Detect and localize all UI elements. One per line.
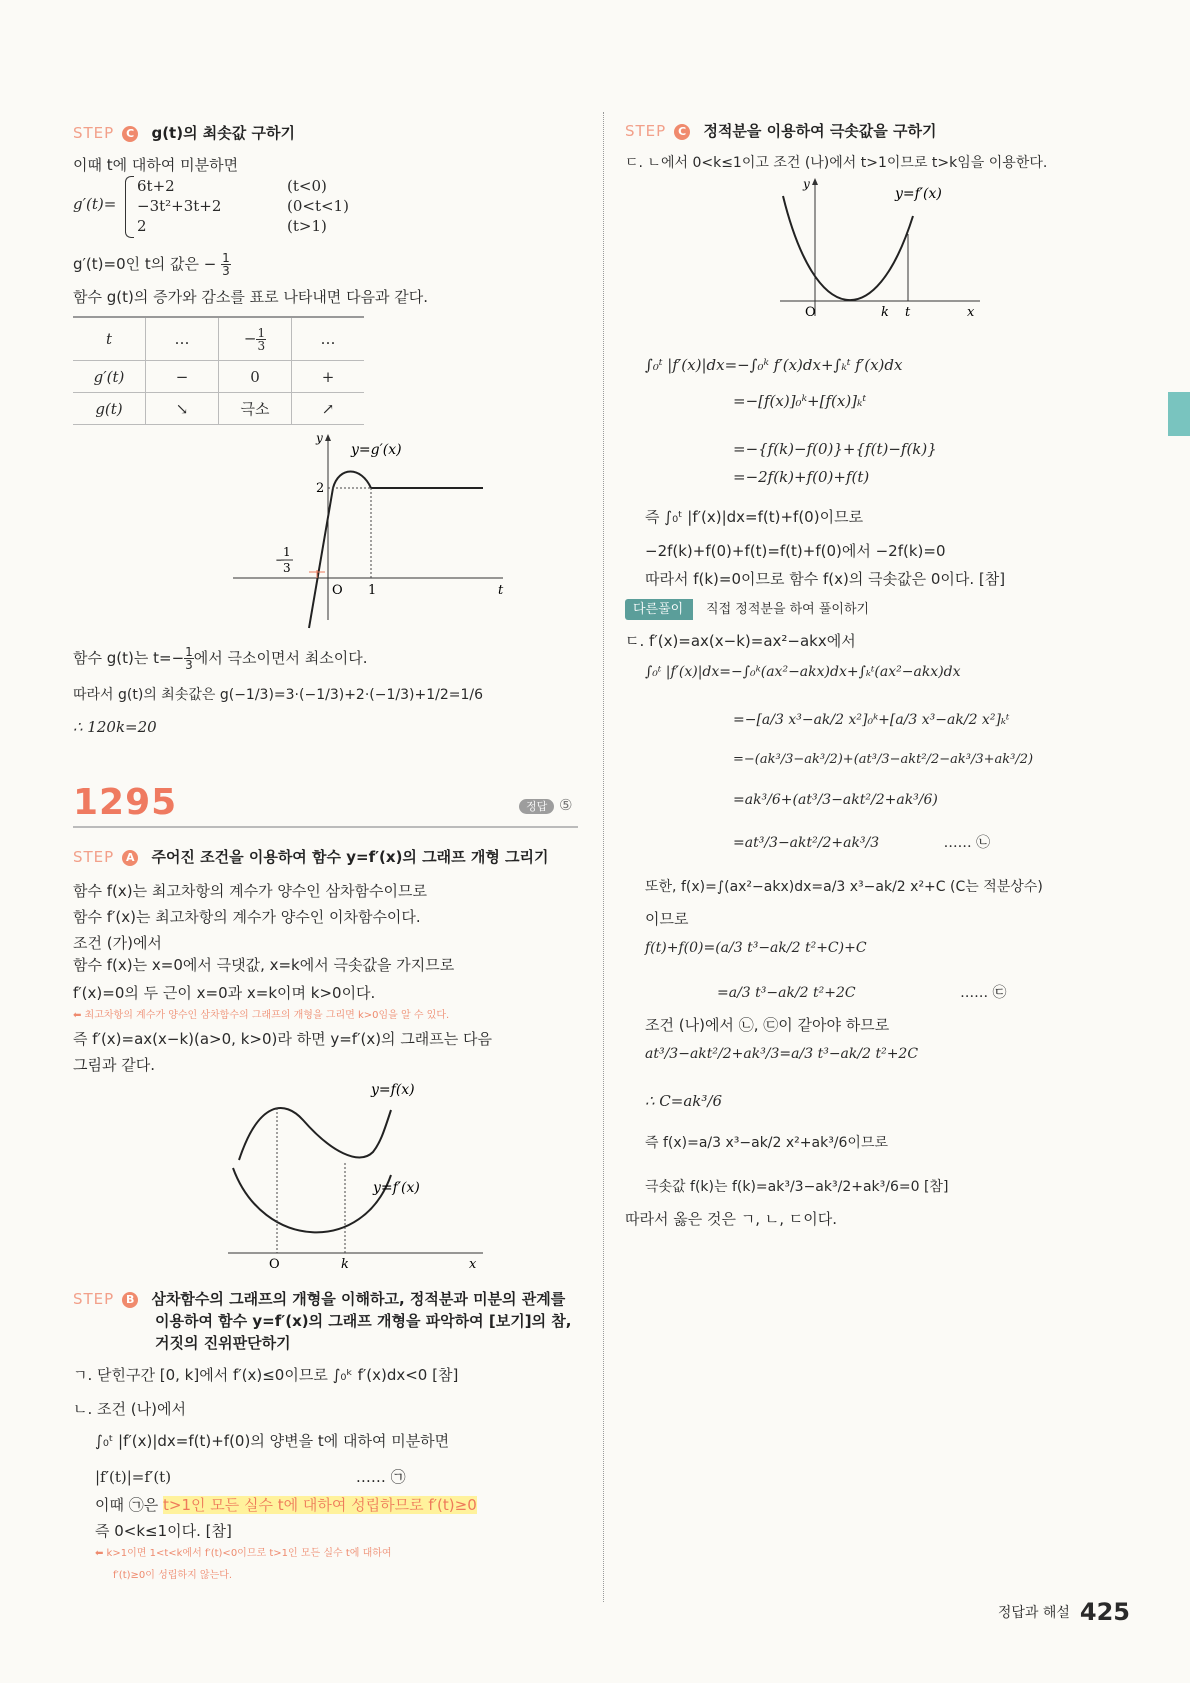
y-label: y	[316, 432, 323, 445]
text-line: 따라서 f(k)=0이므로 함수 f(x)의 극솟값은 0이다. [참]	[645, 570, 1006, 588]
fprime-label: y=f′(x)	[373, 1180, 420, 1196]
step-title: 거짓의 진위판단하기	[155, 1334, 291, 1352]
equation: =at³/3−akt²/2+ak³/3	[733, 835, 880, 851]
equation-line: ∴ C=ak³/6	[645, 1092, 722, 1110]
text-line: 함수 f(x)는 최고차항의 계수가 양수인 삼차함수이므로	[73, 882, 427, 900]
table-cell: t	[73, 317, 146, 361]
equation-line: =−{f(k)−f(0)}+{f(t)−f(k)}	[733, 440, 937, 458]
case-cond: (t<0)	[287, 177, 327, 195]
text-line: −2f(k)+f(0)+f(t)=f(t)+f(0)에서 −2f(k)=0	[645, 542, 946, 560]
text-line: 함수 f′(x)는 최고차항의 계수가 양수인 이차함수이다.	[73, 908, 421, 926]
text-line: ㄴ. 조건 (나)에서	[73, 1400, 186, 1418]
f-label: y=f(x)	[371, 1082, 415, 1098]
origin-label: O	[269, 1257, 280, 1270]
text-line	[95, 1466, 406, 1487]
footer-label: 정답과 해설	[997, 1605, 1070, 1621]
text-line: 극솟값 f(k)는 f(k)=ak³/3−ak³/2+ak³/6=0 [참]	[645, 1179, 949, 1195]
side-tab	[1168, 392, 1190, 436]
origin-label: O	[805, 305, 816, 320]
problem-number: 1295	[73, 782, 178, 823]
text-line: 조건 (가)에서	[73, 934, 162, 952]
fprime-graph-right	[775, 176, 985, 326]
x-value-1: 1	[368, 583, 377, 598]
text-line: ∫₀ᵗ |f′(x)|dx=f(t)+f(0)의 양변을 t에 대하여 미분하면	[95, 1432, 450, 1450]
equation: |f′(t)|=f′(t)	[95, 1468, 172, 1486]
equation-line: =−[a/3 x³−ak/2 x²]₀ᵏ+[a/3 x³−ak/2 x²]ₖᵗ	[733, 712, 1010, 728]
equation-line: =−2f(k)+f(0)+f(t)	[733, 468, 870, 486]
equation-mark: …… ㉠	[355, 1468, 406, 1486]
page-number: 425	[1079, 1598, 1130, 1626]
page-footer	[998, 1598, 1130, 1626]
table-cell: 극소	[219, 393, 292, 425]
column-divider	[603, 112, 604, 1602]
step-letter-badge: A	[122, 850, 138, 866]
neg-numerator: 1	[283, 545, 291, 559]
k-label: k	[341, 1257, 349, 1270]
highlight-span: t>1인 모든 실수 t에 대하여 성립하므로 f′(t)≥0	[163, 1496, 477, 1514]
sign-table-wrap	[73, 316, 364, 425]
equation-line: =−(ak³/3−ak³/2)+(at³/3−akt²/2−ak³/3+ak³/2)	[733, 752, 1034, 767]
x-label: x	[469, 1257, 477, 1270]
alt-title: 직접 정적분을 하여 풀이하기	[706, 602, 870, 617]
zero-line	[73, 252, 231, 277]
alt-solution-heading	[625, 598, 869, 617]
table-cell: g(t)	[73, 393, 146, 425]
table-cell: +	[292, 361, 365, 393]
f-curve	[239, 1108, 391, 1160]
y-value-2: 2	[316, 481, 325, 496]
step-c-heading	[625, 120, 936, 141]
text-line: ㄷ. ㄴ에서 0<k≤1이고 조건 (나)에서 t>1이므로 t>k임을 이용한다.	[625, 155, 1048, 171]
f-and-fprime-graph	[223, 1080, 493, 1270]
case-expr: 6t+2	[137, 177, 175, 195]
text-line: ㄱ. 닫힌구간 [0, k]에서 f′(x)≤0이므로 ∫₀ᵏ f′(x)dx<0 [참]	[73, 1366, 459, 1384]
step-title: 정적분을 이용하여 극솟값을 구하기	[703, 122, 937, 140]
text-line: 즉 f(x)=a/3 x³−ak/2 x²+ak³/6이므로	[645, 1135, 889, 1151]
equation-line: =ak³/6+(at³/3−akt²/2+ak³/6)	[733, 792, 938, 808]
table-cell: ↘	[146, 393, 219, 425]
min-text: 에서 극소이면서 최소이다.	[193, 649, 368, 667]
problem-rule	[73, 826, 578, 828]
text-line: 즉 f′(x)=ax(x−k)(a>0, k>0)라 하면 y=f′(x)의 그래프는 다음	[73, 1030, 493, 1048]
zero-text: g′(t)=0인 t의 값은 −	[73, 255, 217, 273]
text-line: 이므로	[645, 910, 689, 928]
denominator: 3	[222, 264, 230, 278]
text-line: ㄷ. f′(x)=ax(x−k)=ax²−akx에서	[625, 632, 856, 650]
origin-label: O	[332, 583, 343, 598]
step-letter-badge: B	[122, 1292, 138, 1308]
equation-line: at³/3−akt²/2+ak³/3=a/3 t³−ak/2 t²+2C	[645, 1046, 919, 1062]
step-tag: STEP	[73, 124, 115, 142]
y-label: y	[803, 177, 810, 191]
table-cell: g′(t)	[73, 361, 146, 393]
case-expr: −3t²+3t+2	[137, 197, 222, 215]
step-tag: STEP	[625, 122, 667, 140]
min-statement	[73, 646, 367, 671]
step-title: 주어진 조건을 이용하여 함수 y=f′(x)의 그래프 개형 그리기	[151, 848, 549, 866]
neg-denominator: 3	[283, 561, 291, 575]
equation-line: f(t)+f(0)=(a/3 t³−ak/2 t²+C)+C	[645, 940, 867, 956]
side-note: ⬅ k>1이면 1<t<k에서 f′(t)<0이므로 t>1인 모든 실수 t에 대하여	[95, 1548, 392, 1559]
case-cond: (0<t<1)	[287, 197, 349, 215]
case-cond: (t>1)	[287, 217, 327, 235]
step-letter-badge: C	[674, 124, 690, 140]
text-span: 이때 ㉠은	[95, 1496, 164, 1514]
table-cell: ↗	[292, 393, 365, 425]
text-line	[95, 1494, 477, 1515]
equation-line: ∫₀ᵗ |f′(x)|dx=−∫₀ᵏ f′(x)dx+∫ₖᵗ f′(x)dx	[645, 356, 903, 374]
text-line: f′(x)=0의 두 근이 x=0과 x=k이며 k>0이다.	[73, 984, 376, 1002]
step-c-heading	[73, 122, 295, 143]
y-axis-arrow	[812, 178, 818, 185]
fprime-curve	[233, 1168, 391, 1232]
equation-line	[733, 832, 990, 852]
fraction: $\frac{1}{3}$	[185, 645, 193, 672]
answer-badge: 정답	[519, 799, 554, 814]
text-line: 함수 f(x)는 x=0에서 극댓값, x=k에서 극솟값을 가지므로	[73, 956, 455, 974]
curve-label: y=g′(x)	[351, 442, 402, 458]
table-intro: 함수 g(t)의 증가와 감소를 표로 나타내면 다음과 같다.	[73, 288, 429, 306]
text-line: 즉 ∫₀ᵗ |f′(x)|dx=f(t)+f(0)이므로	[645, 508, 864, 526]
diff-intro: 이때 t에 대하여 미분하면	[73, 156, 239, 174]
step-title: g(t)의 최솟값 구하기	[151, 124, 295, 142]
min-text: 함수 g(t)는 t=−	[73, 649, 185, 667]
equation-line	[717, 982, 1007, 1002]
text-line: 그림과 같다.	[73, 1056, 155, 1074]
gprime-lhs: g′(t)=	[73, 195, 117, 213]
text-line: 즉 0<k≤1이다. [참]	[95, 1522, 232, 1540]
numerator: 1	[222, 251, 230, 265]
step-title: 이용하여 함수 y=f′(x)의 그래프 개형을 파악하여 [보기]의 참,	[155, 1312, 572, 1330]
table-cell: …	[292, 317, 365, 361]
k-label: k	[881, 305, 889, 320]
step-letter-badge: C	[122, 126, 138, 142]
text-line: 따라서 옳은 것은 ㄱ, ㄴ, ㄷ이다.	[625, 1210, 838, 1228]
min-value: 따라서 g(t)의 최솟값은 g(−1/3)=3·(−1/3)+2·(−1/3)+1/2=1/6	[73, 687, 483, 703]
side-note: ⬅ 최고차항의 계수가 양수인 삼차함수의 그래프의 개형을 그리면 k>0임을 알 수 있다.	[73, 1010, 450, 1021]
equation-line: =−[f(x)]₀ᵏ+[f(x)]ₖᵗ	[733, 392, 867, 410]
sign-table	[73, 316, 364, 425]
table-cell: …	[146, 317, 219, 361]
equation-line: ∫₀ᵗ |f′(x)|dx=−∫₀ᵏ(ax²−akx)dx+∫ₖᵗ(ax²−akx)dx	[645, 664, 961, 680]
table-cell: − $\frac{1}{3}$	[219, 317, 292, 361]
text-line: 조건 (나)에서 ㉡, ㉢이 같아야 하므로	[645, 1016, 890, 1034]
conclusion: ∴ 120k=20	[73, 718, 157, 736]
y-axis-arrow	[325, 434, 331, 441]
equation-mark: …… ㉡	[943, 835, 991, 851]
side-note: f′(t)≥0이 성립하지 않는다.	[113, 1570, 233, 1581]
step-tag: STEP	[73, 1290, 115, 1308]
neg-sign: −	[275, 553, 286, 567]
x-label: t	[498, 583, 504, 598]
equation: =a/3 t³−ak/2 t²+2C	[717, 985, 856, 1001]
gprime-graph	[213, 432, 513, 632]
alt-badge: 다른풀이	[625, 599, 693, 620]
text-line: 또한, f(x)=∫(ax²−akx)dx=a/3 x³−ak/2 x²+C (C는 적분상수)	[645, 879, 1043, 895]
equation-mark: …… ㉢	[960, 985, 1007, 1001]
x-label: x	[967, 305, 975, 320]
step-b-heading	[73, 1288, 571, 1354]
curve-label: y=f′(x)	[895, 186, 942, 202]
fprime-curve	[783, 196, 913, 300]
cases-list	[137, 176, 349, 236]
parabola-arc	[333, 472, 371, 489]
line-segment	[309, 488, 333, 628]
table-cell: 0	[219, 361, 292, 393]
t-label: t	[905, 305, 911, 320]
step-tag: STEP	[73, 848, 115, 866]
fraction	[221, 252, 231, 277]
step-a-heading	[73, 846, 549, 867]
table-cell: −	[146, 361, 219, 393]
case-expr: 2	[137, 217, 147, 235]
answer-indicator	[519, 796, 573, 814]
step-title: 삼차함수의 그래프의 개형을 이해하고, 정적분과 미분의 관계를	[151, 1290, 566, 1308]
answer-value: ⑤	[559, 796, 573, 814]
cases-brace	[125, 176, 134, 238]
